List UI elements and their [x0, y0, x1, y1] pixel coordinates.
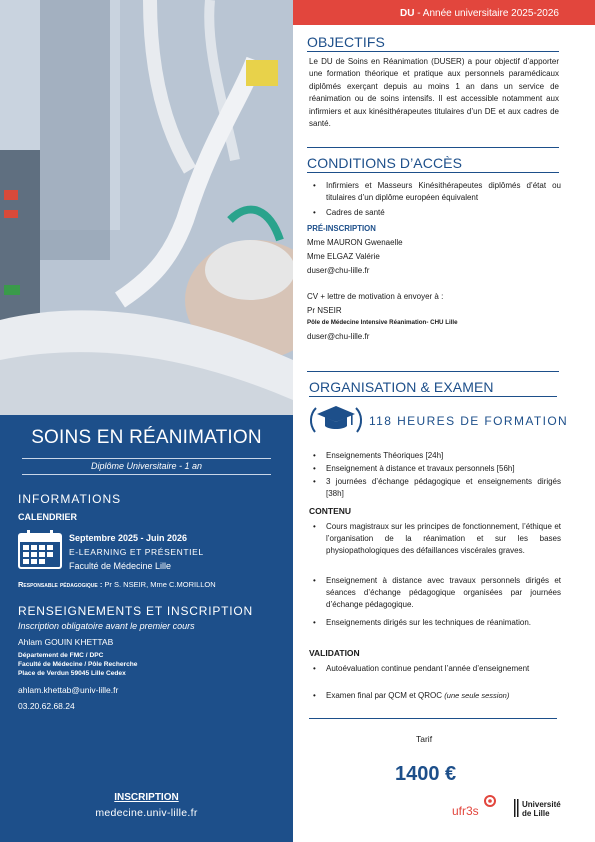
univ-logo-line1: Université [522, 800, 561, 809]
preinscription-heading: PRÉ-INSCRIPTION [307, 224, 376, 233]
cv-service: Pôle de Médecine Intensive Réanimation- CHU Lille [307, 319, 458, 326]
teaching-place: Faculté de Médecine Lille [69, 561, 172, 571]
univ-logo-line2: de Lille [522, 809, 550, 818]
ufr3s-logo [452, 796, 495, 818]
renseignements-heading: RENSEIGNEMENTS ET INSCRIPTION [18, 604, 254, 618]
year-label: - Année universitaire 2025-2026 [414, 8, 559, 19]
tarif-label: Tarif [416, 734, 433, 744]
responsable-label: Responsable pédagogique : [18, 580, 103, 589]
tarif-price: 1400 € [395, 763, 457, 785]
informations-heading: INFORMATIONS [18, 492, 122, 506]
universite-lille-logo [514, 799, 561, 818]
cv-email-link[interactable]: duser@chu-lille.fr [307, 332, 370, 341]
inscription-url-link[interactable]: medecine.univ-lille.fr [95, 807, 198, 819]
responsable-pedagogique [18, 580, 216, 589]
contenu-item: • Enseignement à distance avec travaux personnels dirigés et séances d’échange pédagogique organisées par journées d’échange pédagogique. [313, 575, 561, 610]
objectifs-text: Le DU de Soins en Réanimation (DUSER) a pour objectif d’apporter une formation théorique et pratique aux personnels paramédicaux diplômés exerçant depuis au moins 1 an dans un service de réanimation ou de soins intensifs. Il est accessible notamment aux infirmiers et aux kinésithérapeutes titulaires d’un DE et aux cadres de santé. [309, 57, 559, 129]
validation-item: • Autoévaluation continue pendant l’année d’enseignement [313, 663, 561, 675]
validation-item [313, 690, 561, 702]
contenu-item: • Cours magistraux sur les principes de fonctionnement, l’éthique et l’organisation de la réanimation et sur les bases physiopathologiques des défaillances viscérales graves. [313, 521, 561, 556]
inscription-label[interactable]: INSCRIPTION [114, 792, 179, 803]
contenu-heading: CONTENU [309, 506, 352, 516]
partner-logos [450, 795, 580, 821]
preinscription-contact: Mme ELGAZ Valérie [307, 252, 380, 261]
calendar-heading: CALENDRIER [18, 512, 78, 522]
tarif-divider [309, 718, 557, 719]
renseignements-subtitle: Inscription obligatoire avant le premier cours [18, 621, 195, 631]
validation-note: (une seule session) [444, 691, 510, 700]
objectifs-divider [307, 51, 559, 52]
title-divider-bottom [22, 474, 271, 475]
organisation-item: • Enseignement à distance et travaux personnels [56h] [313, 463, 561, 475]
left-column [0, 0, 293, 842]
validation-item-text: Examen final par QCM et QROC [326, 691, 443, 700]
info-panel [0, 415, 293, 842]
diploma-subtitle: Diplôme Universitaire - 1 an [90, 461, 203, 471]
contact-email-link[interactable]: ahlam.khettab@univ-lille.fr [18, 685, 119, 695]
preinscription-email-link[interactable]: duser@chu-lille.fr [307, 266, 370, 275]
organisation-divider [309, 396, 557, 397]
contact-name: Ahlam GOUIN KHETTAB [18, 637, 114, 647]
contenu-item: • Enseignements dirigés sur les techniques de réanimation. [313, 617, 561, 629]
organisation-item: • Enseignements Théoriques [24h] [313, 450, 561, 462]
address-line: Faculté de Médecine / Pôle Recherche [18, 661, 138, 668]
conditions-end-divider [307, 371, 559, 372]
cv-instructions: CV + lettre de motivation à envoyer à : [307, 292, 444, 301]
du-label: DU [400, 8, 415, 19]
hero-photo [0, 0, 293, 415]
calendar-icon [18, 529, 62, 569]
diploma-title: SOINS EN RÉANIMATION [31, 427, 262, 448]
condition-item: • Cadres de santé [313, 207, 561, 219]
address-line: Place de Verdun 59045 Lille Cedex [18, 670, 126, 677]
calendar-dates: Septembre 2025 - Juin 2026 [69, 533, 188, 543]
validation-heading: VALIDATION [309, 648, 360, 658]
objectifs-heading: OBJECTIFS [307, 34, 385, 50]
icu-photo-illustration [0, 0, 293, 415]
conditions-heading: CONDITIONS D’ACCÈS [307, 155, 463, 171]
graduation-cap-icon [307, 402, 365, 438]
organisation-heading: ORGANISATION & EXAMEN [309, 379, 494, 395]
conditions-divider [307, 172, 559, 173]
contact-phone: 03.20.62.68.24 [18, 701, 75, 711]
address-line: Département de FMC / DPC [18, 652, 104, 659]
title-divider-top [22, 458, 271, 459]
ufr3s-logo-text: ufr3s [452, 804, 479, 818]
header-bar [293, 0, 595, 25]
objectifs-end-divider [307, 147, 559, 148]
academic-year-label [400, 8, 559, 19]
cv-recipient: Pr NSEIR [307, 306, 342, 315]
responsable-value: Pr S. NSEIR, Mme C.MORILLON [102, 580, 216, 589]
logos-svg [450, 795, 580, 821]
organisation-item: • 3 journées d’échange pédagogique et enseignements dirigés [38h] [313, 476, 561, 500]
preinscription-contact: Mme MAURON Gwenaelle [307, 238, 403, 247]
training-hours: 118 HEURES DE FORMATION [369, 414, 569, 428]
teaching-mode: E-LEARNING ET PRÉSENTIEL [69, 547, 204, 557]
condition-item: • Infirmiers et Masseurs Kinésithérapeutes diplômés d’état ou titulaires d’un diplôme européen équivalent [313, 180, 561, 204]
